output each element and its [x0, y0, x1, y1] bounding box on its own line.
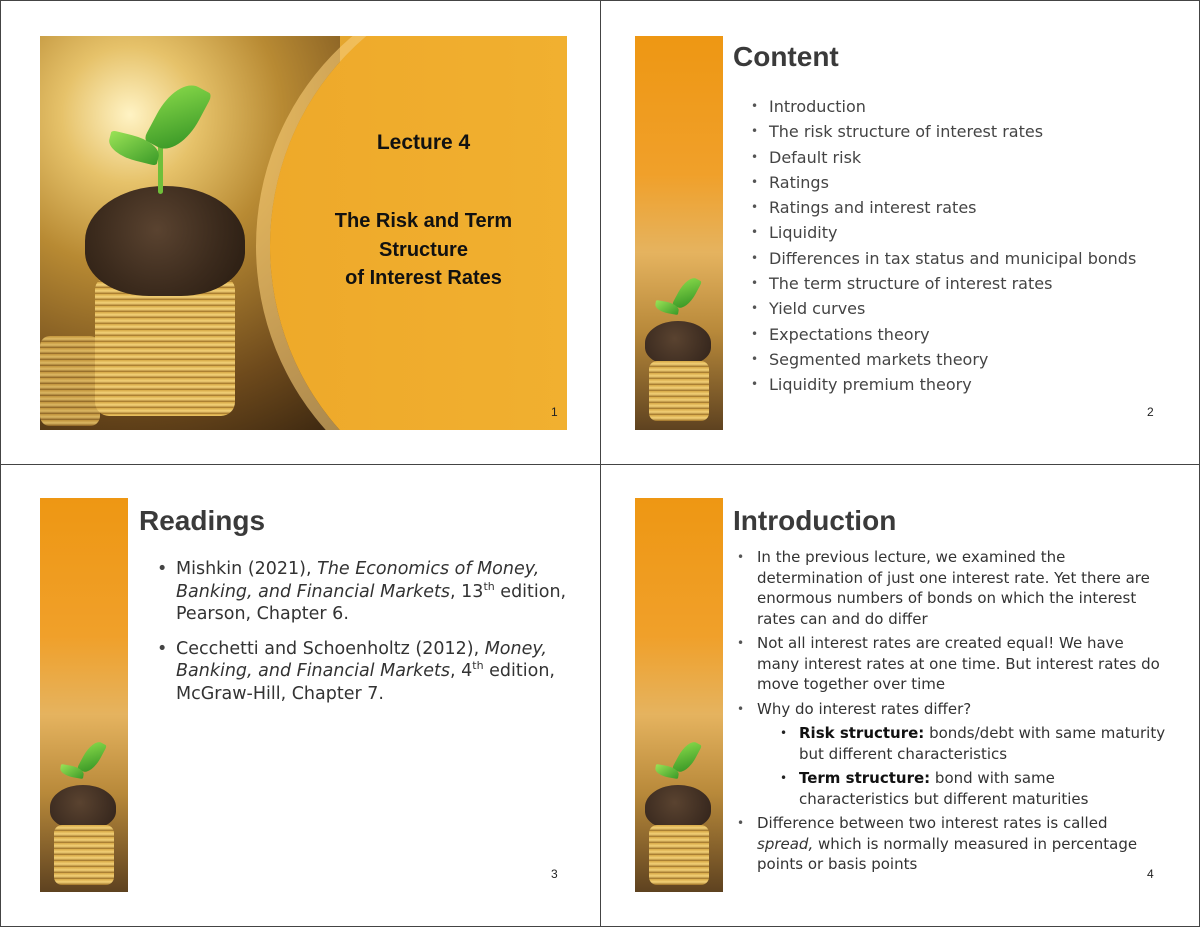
side-strip-image	[635, 36, 723, 430]
sub-item: • Risk structure: bonds/debt with same maturity but different characteristics	[799, 723, 1167, 764]
list-item: • Liquidity premium theory	[769, 372, 1136, 397]
slide-title: Content	[733, 41, 839, 72]
list-item: • Difference between two interest rates is called spread, which is normally measured in percentage points or basis points	[757, 813, 1167, 875]
sub-item: • Term structure: bond with same characteristics but different maturities	[799, 768, 1167, 809]
list-item: • The term structure of interest rates	[769, 271, 1136, 296]
page-number: 2	[1147, 405, 1154, 419]
page-number: 4	[1147, 867, 1154, 881]
slide-title: Introduction	[733, 505, 897, 536]
soil-mound	[85, 186, 245, 296]
list-item: • Differences in tax status and municipal bonds	[769, 246, 1136, 271]
list-item: • Cecchetti and Schoenholtz (2012), Money, Banking, and Financial Markets, 4th edition, McGraw-Hill, Chapter 7.	[176, 638, 571, 706]
content-list	[769, 94, 1136, 398]
list-item: • Yield curves	[769, 296, 1136, 321]
lecture-number: Lecture 4	[376, 131, 471, 154]
page-number: 3	[551, 867, 558, 881]
slide-3[interactable]	[0, 464, 601, 927]
list-item: • Ratings and interest rates	[769, 195, 1136, 220]
list-item: • Not all interest rates are created equal! We have many interest rates at one time. But interest rates do move together over time	[757, 633, 1167, 695]
list-item: • Ratings	[769, 170, 1136, 195]
list-item: • Mishkin (2021), The Economics of Money, Banking, and Financial Markets, 13th edition, Pearson, Chapter 6.	[176, 558, 571, 626]
page-number: 1	[551, 405, 558, 419]
list-item: • Expectations theory	[769, 322, 1136, 347]
side-strip-image	[635, 498, 723, 892]
intro-list	[757, 547, 1167, 879]
list-item: • The risk structure of interest rates	[769, 119, 1136, 144]
slide-title: Readings	[139, 505, 266, 536]
coin-stack	[649, 361, 709, 421]
soil-mound	[645, 321, 711, 365]
list-item: • Why do interest rates differ? • Risk structure: bonds/debt with same maturity but different characteristics • Term structure: bond with same characteristics but different maturities	[757, 699, 1167, 810]
list-item: • In the previous lecture, we examined the determination of just one interest rate. Yet there are enormous numbers of bonds on which the interest rates can and do differ	[757, 547, 1167, 629]
sub-list	[799, 723, 1167, 809]
slide-1[interactable]	[0, 0, 601, 465]
list-item: • Liquidity	[769, 220, 1136, 245]
list-item: • Introduction	[769, 94, 1136, 119]
coin-stack-back	[40, 336, 100, 426]
readings-list	[176, 558, 571, 717]
coin-stack	[54, 825, 114, 885]
list-item: • Default risk	[769, 145, 1136, 170]
slide-4[interactable]	[600, 464, 1200, 927]
side-strip-image	[40, 498, 128, 892]
slide-2[interactable]	[600, 0, 1200, 465]
soil-mound	[50, 785, 116, 829]
list-item: • Segmented markets theory	[769, 347, 1136, 372]
coin-stack	[649, 825, 709, 885]
lecture-title: The Risk and Term Structure of Interest Rates	[334, 210, 513, 289]
soil-mound	[645, 785, 711, 829]
coin-stack	[95, 276, 235, 416]
